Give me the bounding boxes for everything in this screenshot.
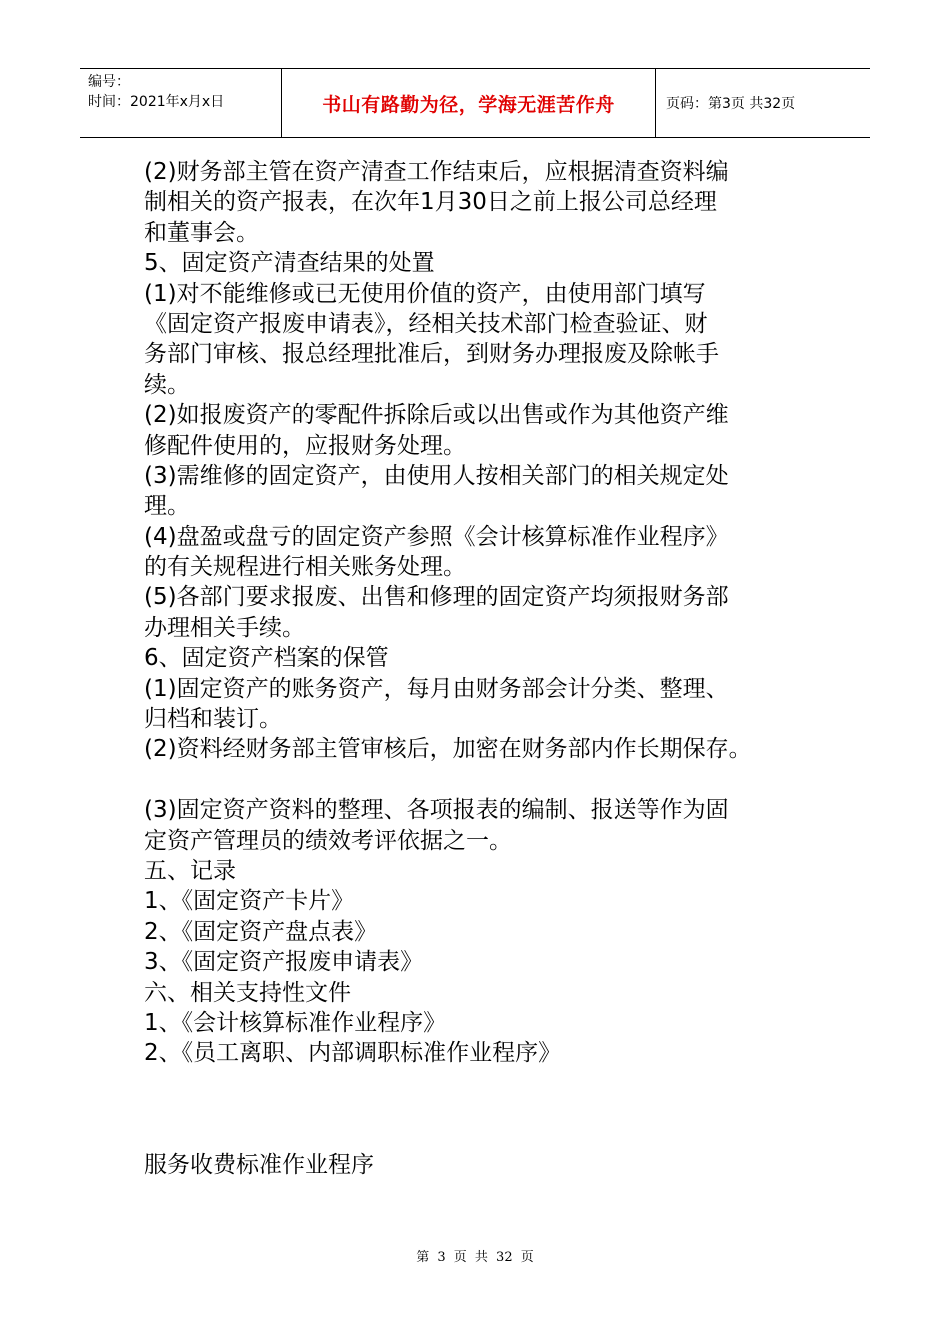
body-line: (5)各部门要求报废、出售和修理的固定资产均须报财务部 bbox=[144, 584, 729, 611]
body-line: 修配件使用的，应报财务处理。 bbox=[144, 432, 466, 459]
body-line: 五、记录 bbox=[144, 857, 236, 884]
body-line: 2、《员工离职、内部调职标准作业程序》 bbox=[144, 1040, 562, 1067]
body-line: 2、《固定资产盘点表》 bbox=[144, 918, 378, 945]
page-header bbox=[80, 68, 870, 138]
body-line: 六、相关支持性文件 bbox=[144, 979, 351, 1006]
body-line: 务部门审核、报总经理批准后，到财务办理报废及除帐手 bbox=[144, 341, 719, 368]
body-line: (3)需维修的固定资产，由使用人按相关部门的相关规定处 bbox=[144, 462, 729, 489]
document-number-label: 编号： bbox=[88, 74, 130, 90]
body-line: 6、固定资产档案的保管 bbox=[144, 645, 389, 672]
body-line: (2)财务部主管在资产清查工作结束后，应根据清查资料编 bbox=[144, 159, 729, 185]
body-line: 理。 bbox=[144, 493, 190, 520]
body-line: 《固定资产报废申请表》，经相关技术部门检查验证、财 bbox=[144, 310, 708, 337]
body-line: 的有关规程进行相关账务处理。 bbox=[144, 554, 466, 581]
body-line: 1、《会计核算标准作业程序》 bbox=[144, 1009, 447, 1036]
next-section-title: 服务收费标准作业程序 bbox=[144, 1152, 374, 1178]
body-line: 5、固定资产清查结果的处置 bbox=[144, 250, 435, 277]
body-line: (1)固定资产的账务资产，每月由财务部会计分类、整理、 bbox=[144, 675, 729, 702]
body-line: 定资产管理员的绩效考评依据之一。 bbox=[144, 827, 512, 854]
header-meta bbox=[80, 69, 282, 137]
body-line: 1、《固定资产卡片》 bbox=[144, 888, 355, 915]
body-line: (3)固定资产资料的整理、各项报表的编制、报送等作为固 bbox=[144, 797, 729, 824]
blank-line bbox=[144, 765, 824, 795]
body-line: (2)如报废资产的零配件拆除后或以出售或作为其他资产维 bbox=[144, 402, 729, 429]
body-line: 续。 bbox=[144, 371, 190, 398]
body-line: 归档和装订。 bbox=[144, 706, 282, 733]
body-line: 和董事会。 bbox=[144, 219, 259, 246]
body-line: (1)对不能维修或已无使用价值的资产，由使用部门填写 bbox=[144, 280, 706, 307]
body-line: (4)盘盈或盘亏的固定资产参照《会计核算标准作业程序》 bbox=[144, 523, 729, 550]
document-time-label: 时间：2021年x月x日 bbox=[88, 94, 225, 110]
body-line: 办理相关手续。 bbox=[144, 614, 305, 641]
body-line: 3、《固定资产报废申请表》 bbox=[144, 949, 424, 976]
body-line: (2)资料经财务部主管审核后，加密在财务部内作长期保存。 bbox=[144, 736, 752, 763]
page-footer: 第 3 页 共 32 页 bbox=[416, 1250, 534, 1265]
document-body bbox=[144, 157, 824, 1069]
header-page-info: 页码：第3页 共32页 bbox=[666, 96, 796, 112]
body-line: 制相关的资产报表，在次年1月30日之前上报公司总经理 bbox=[144, 189, 717, 216]
header-motto: 书山有路勤为径，学海无涯苦作舟 bbox=[282, 69, 656, 137]
